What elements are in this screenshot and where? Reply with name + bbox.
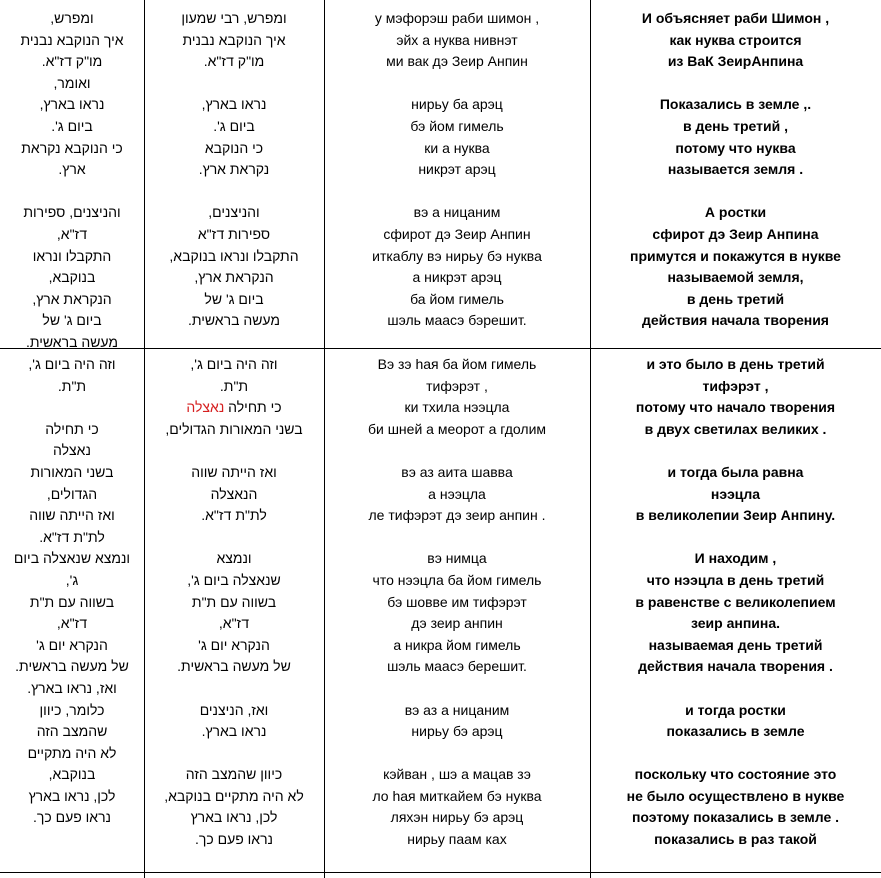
- text-line: нирьу паам ках: [407, 831, 507, 848]
- text-line: התקבלו ונראו בנוקבא,: [169, 247, 299, 264]
- text-line: тифэрэт ,: [702, 377, 769, 394]
- text-line: כי תחילה נאצלה: [186, 399, 282, 416]
- row1-russian-translation-cell: [594, 8, 877, 332]
- text-line: дэ зеир анпин: [411, 615, 503, 632]
- row1-transliteration-cell: [328, 8, 586, 332]
- text-line: ле тифэрэт дэ зеир анпин .: [368, 507, 546, 524]
- text-line: הנאצלה: [210, 485, 258, 502]
- text-line: ואז, הניצנים: [199, 701, 269, 718]
- text-line: ואומר,: [53, 74, 91, 91]
- text-line: הנקרא יום ג': [36, 636, 108, 653]
- text-line: מו"ק דז"א.: [203, 53, 265, 70]
- text-line: נקראת ארץ.: [198, 161, 270, 178]
- text-line: вэ аз аита шавва: [401, 463, 513, 480]
- text-line: би шней а меорот а гдолим: [367, 420, 547, 437]
- text-line: поскольку что состояние это: [634, 766, 837, 783]
- text-line: И объясняет раби Шимон ,: [641, 10, 830, 26]
- text-line: דז"א,: [218, 615, 250, 632]
- text-line: не было осуществлено в нукве: [626, 787, 845, 804]
- text-line: הנקראת ארץ,: [194, 269, 274, 286]
- text-line: דז"א,: [56, 615, 88, 632]
- text-line: что нээцла ба йом гимель: [372, 571, 542, 588]
- text-line: шэль маасэ берешит.: [387, 658, 527, 675]
- text-line: ומפרש,: [50, 10, 94, 26]
- text-line: Показались в земле ,.: [659, 96, 812, 113]
- text-line: של מעשה בראשית.: [15, 658, 129, 675]
- text-line: вэ аз а ницаним: [404, 701, 510, 718]
- text-line: איך הנוקבא נבנית: [20, 31, 124, 48]
- text-line: ки тхила нээцла: [404, 399, 510, 416]
- text-line: И находим ,: [694, 550, 777, 567]
- text-line: а никра йом гимель: [393, 636, 521, 653]
- text-line: иткаблу вэ нирьу бэ нуква: [372, 247, 542, 264]
- text-line: [148, 743, 320, 765]
- text-line: הנקראת ארץ,: [32, 290, 112, 307]
- row-divider: [0, 872, 881, 873]
- text-line: Вэ зэ hая ба йом гимель: [377, 356, 537, 372]
- text-line: [328, 678, 586, 700]
- text-line: в двух светилах великих .: [644, 420, 827, 437]
- text-line: ונמצא שנאצלה ביום: [13, 550, 131, 567]
- text-line: [328, 743, 586, 765]
- text-line: וזה היה ביום ג',: [28, 356, 116, 372]
- text-line: [328, 181, 586, 203]
- row2-russian-translation-cell: [594, 354, 877, 851]
- highlighted-word: נאצלה: [186, 399, 225, 416]
- text-line: вэ нимца: [427, 550, 487, 567]
- text-line: что нээцла в день третий: [646, 571, 825, 588]
- text-line: כיוון שהמצב הזה: [185, 766, 283, 783]
- text-line: потому что начало творения: [635, 399, 836, 416]
- text-line: ба йом гимель: [410, 290, 504, 307]
- text-line: ляхэн нирьу бэ арэц: [390, 809, 524, 826]
- text-line: потому что нуква: [675, 139, 796, 156]
- text-line: тифэрэт ,: [426, 377, 488, 394]
- text-line: ארץ.: [58, 161, 86, 178]
- text-line: [594, 743, 877, 765]
- text-line: ואז הייתה שווה: [191, 463, 277, 480]
- text-line: из ВаК ЗеирАнпина: [667, 53, 804, 70]
- text-line: как нуква строится: [669, 31, 802, 48]
- text-line: לת"ת דז"א.: [201, 507, 267, 524]
- text-line: לא היה מתקיים בנוקבא,: [164, 787, 304, 804]
- text-line: ביום ג' של: [204, 290, 264, 307]
- row2-hebrew-commentary-cell: [4, 354, 140, 829]
- text-line: шэль маасэ бэрешит.: [387, 312, 527, 329]
- text-line: [148, 181, 320, 203]
- text-line: [594, 73, 877, 95]
- text-line: [328, 527, 586, 549]
- text-line: בנוקבא,: [48, 269, 96, 286]
- text-line: של מעשה בראשית.: [177, 658, 291, 675]
- text-line: и тогда была равна: [667, 463, 804, 480]
- text-line: кэйван , шэ а мацав зэ: [383, 766, 531, 783]
- text-line: [148, 73, 320, 95]
- text-line: нээцла: [710, 485, 761, 502]
- text-line: והניצנים, ספירות: [23, 204, 121, 221]
- text-line: сфирот дэ Зеир Анпин: [383, 225, 531, 242]
- text-line: התקבלו ונראו: [32, 247, 112, 264]
- text-line: [148, 678, 320, 700]
- text-line: נראו בארץ,: [39, 96, 105, 113]
- text-line: ми вак дэ Зеир Анпин: [386, 53, 528, 70]
- text-line: и тогда ростки: [685, 701, 786, 718]
- text-line: כלומר, כיוון: [39, 701, 105, 718]
- text-line: А ростки: [704, 204, 767, 221]
- text-line: מו"ק דז"א.: [41, 53, 103, 70]
- text-line: דז"א,: [56, 225, 88, 242]
- text-line: לכן, נראו בארץ: [190, 809, 278, 826]
- text-line: נראו בארץ,: [201, 96, 267, 113]
- text-line: в день третий ,: [683, 117, 788, 134]
- text-line: כי הנוקבא נקראת: [21, 139, 123, 156]
- text-line: [148, 440, 320, 462]
- text-line: איך הנוקבא נבנית: [182, 31, 286, 48]
- text-line: לכן, נראו בארץ: [28, 787, 116, 804]
- text-line: בשווה עם ת"ת: [29, 593, 115, 610]
- text-line: действия начала творения: [642, 312, 829, 329]
- text-line: מעשה בראשית.: [187, 312, 281, 329]
- text-line: [328, 440, 586, 462]
- text-line: нирьу бэ арэц: [411, 723, 503, 740]
- text-line: והניצנים,: [208, 204, 260, 221]
- text-line: [328, 73, 586, 95]
- text-line: מעשה בראשית.: [25, 333, 119, 350]
- text-line: [594, 678, 877, 700]
- text-line: эйх а нуква нивнэт: [396, 31, 518, 48]
- row2-hebrew-text-cell: [148, 354, 320, 851]
- text-line: ת"ת.: [219, 377, 249, 394]
- text-line: поэтому показались в земле .: [631, 809, 840, 826]
- text-line: בשני המאורות הגדולים,: [165, 420, 303, 437]
- text-line: כי תחילה: [45, 420, 99, 437]
- text-line: ומפרש, רבי שמעון: [181, 10, 287, 26]
- text-line: и это было в день третий: [646, 356, 825, 372]
- text-line: לא היה מתקיים: [27, 744, 117, 761]
- text-line: действия начала творения .: [638, 658, 833, 675]
- text-line: ло hая миткайем бэ нуква: [372, 787, 542, 804]
- text-line: שהמצב הזה: [36, 723, 108, 740]
- text-line: называется земля .: [667, 161, 804, 178]
- text-line: הגדולים,: [46, 485, 98, 502]
- text-line: ואז הייתה שווה: [29, 507, 115, 524]
- text-line: бэ шовве им тифэрэт: [387, 593, 527, 610]
- column-divider: [324, 0, 325, 878]
- text-line: в равенстве с великолепием: [635, 593, 836, 610]
- text-line: бэ йом гимель: [410, 117, 504, 134]
- text-line: ки а нуква: [424, 139, 490, 156]
- text-line: ג',: [65, 571, 79, 588]
- text-line: כי הנוקבא: [204, 139, 264, 156]
- text-line: [594, 527, 877, 549]
- text-line: [594, 181, 877, 203]
- text-line: בשווה עם ת"ת: [191, 593, 277, 610]
- text-line: показались в земле: [666, 723, 805, 740]
- text-line: никрэт арэц: [418, 161, 496, 178]
- text-line: ספירות דז"א: [197, 225, 271, 242]
- text-line: вэ а ницаним: [413, 204, 501, 221]
- text-line: в великолепии Зеир Анпину.: [635, 507, 836, 524]
- text-line: נראו בארץ.: [201, 723, 267, 740]
- text-line: נראו פעם כך.: [32, 809, 112, 826]
- text-line: зеир анпина.: [690, 615, 781, 632]
- row1-hebrew-commentary-cell: [4, 8, 140, 354]
- text-line: הנקרא יום ג': [198, 636, 270, 653]
- text-line: [4, 181, 140, 203]
- text-line: בנוקבא,: [48, 766, 96, 783]
- text-line: נאצלה: [53, 442, 91, 459]
- text-line: называемой земля,: [667, 269, 804, 286]
- text-line: ת"ת.: [57, 377, 87, 394]
- text-line: показались в раз такой: [654, 831, 817, 848]
- column-divider: [144, 0, 145, 878]
- row2-transliteration-cell: [328, 354, 586, 851]
- text-line: нирьу ба арэц: [411, 96, 503, 113]
- text-line: в день третий: [686, 290, 785, 307]
- text-line: ואז, נראו בארץ.: [27, 679, 117, 696]
- row1-hebrew-text-cell: [148, 8, 320, 332]
- text-line: называемая день третий: [648, 636, 823, 653]
- text-line: נראו פעם כך.: [194, 831, 274, 848]
- text-line: а никрэт арэц: [412, 269, 502, 286]
- text-line: а нээцла: [428, 485, 486, 502]
- column-divider: [590, 0, 591, 878]
- text-line: у мэфорэш раби шимон ,: [374, 10, 540, 26]
- text-line: [4, 397, 140, 419]
- text-line: וזה היה ביום ג',: [190, 356, 278, 372]
- text-line: [148, 527, 320, 549]
- text-line: примутся и покажутся в нукве: [630, 247, 841, 264]
- text-line: ביום ג'.: [51, 117, 93, 134]
- text-line: בשני המאורות: [30, 463, 114, 480]
- text-line: שנאצלה ביום ג',: [187, 571, 281, 588]
- text-line: ביום ג' של: [42, 312, 102, 329]
- text-line: ונמצא: [216, 550, 252, 567]
- text-line: לת"ת דז"א.: [39, 528, 105, 545]
- text-line: [594, 440, 877, 462]
- text-line: сфирот дэ Зеир Анпина: [652, 225, 819, 242]
- text-line: ביום ג'.: [213, 117, 255, 134]
